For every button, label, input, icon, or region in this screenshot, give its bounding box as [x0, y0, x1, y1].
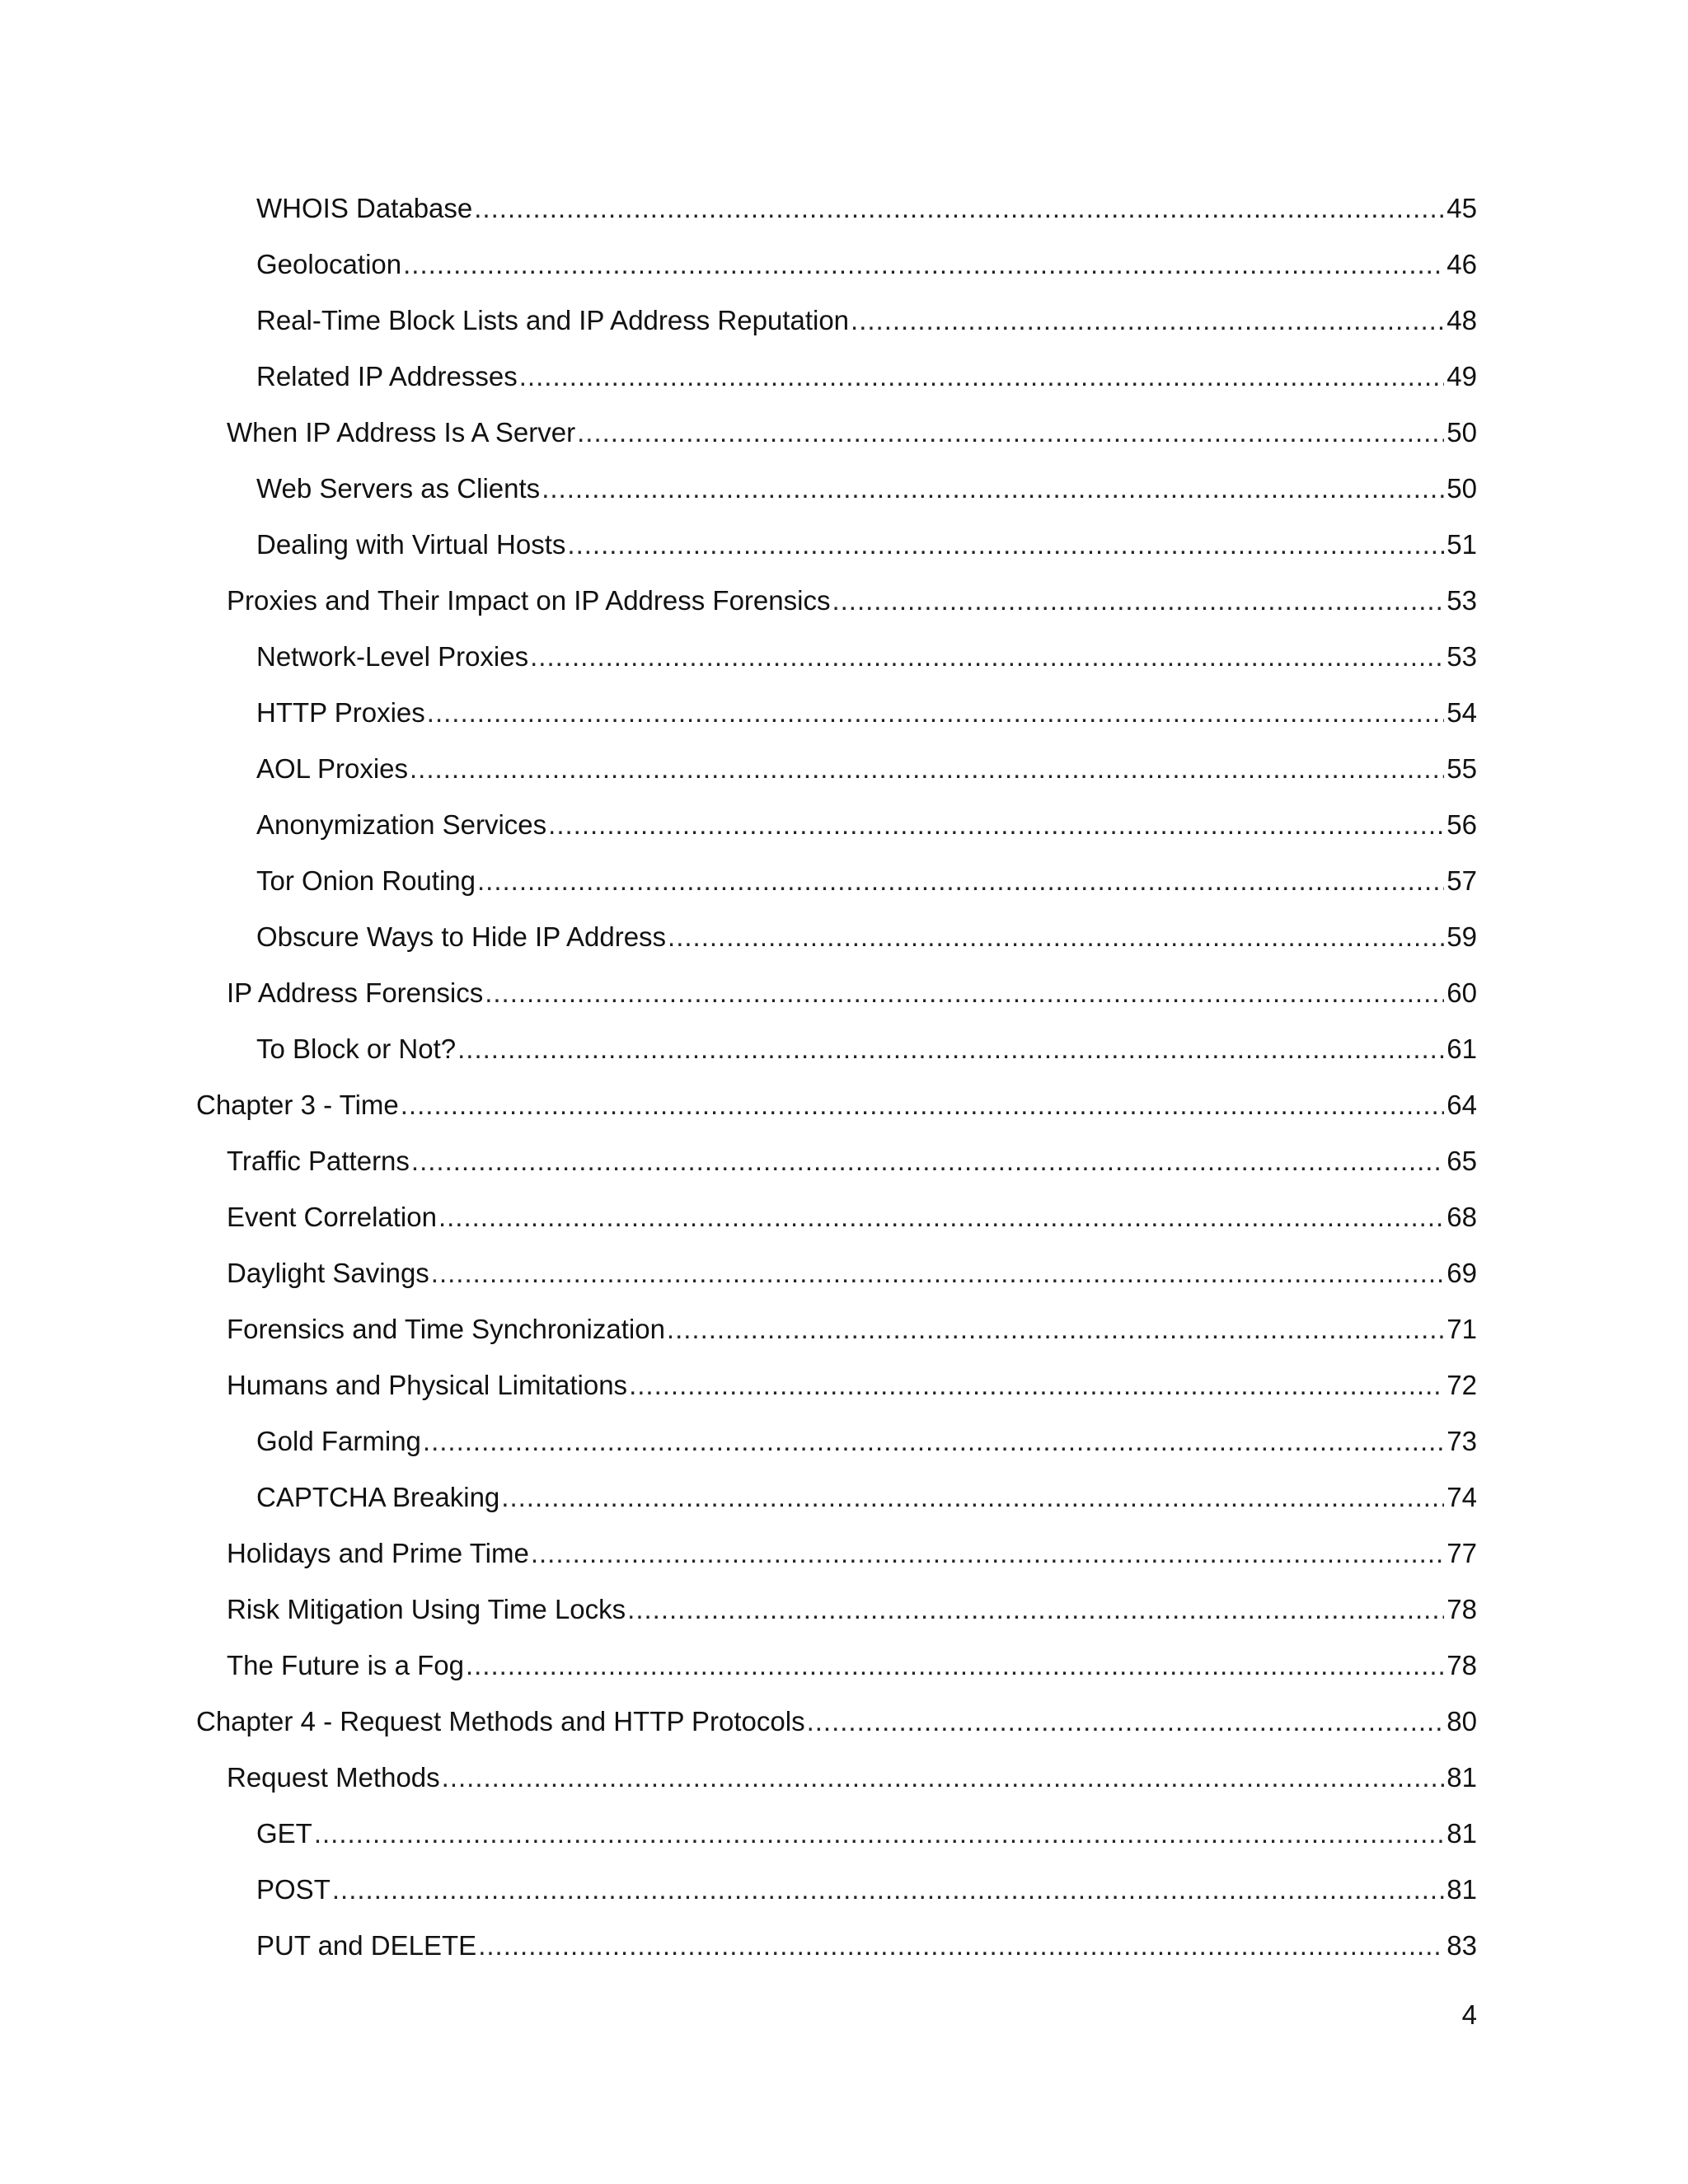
dot-leader: [501, 1483, 1444, 1511]
toc-entry-page: 71: [1447, 1314, 1477, 1344]
page-number: 4: [1461, 1999, 1477, 2030]
toc-entry-title: Geolocation: [256, 249, 402, 279]
toc-entry-page: 53: [1447, 641, 1477, 672]
toc-entry-title: Humans and Physical Limitations: [227, 1370, 628, 1400]
toc-entry[interactable]: [196, 1259, 1477, 1315]
dot-leader: [668, 923, 1444, 950]
toc-entry[interactable]: [196, 1596, 1477, 1652]
toc-entry-page: 60: [1447, 977, 1477, 1008]
toc-entry-title: AOL Proxies: [256, 753, 409, 784]
toc-entry-page: 65: [1447, 1146, 1477, 1176]
toc-entry-page: 55: [1447, 753, 1477, 784]
toc-entry-title: Real-Time Block Lists and IP Address Reputation: [256, 305, 850, 335]
dot-leader: [403, 251, 1444, 278]
toc-entry-title: Event Correlation: [227, 1202, 437, 1232]
dot-leader: [807, 1708, 1445, 1735]
dot-leader: [431, 1259, 1444, 1286]
dot-leader: [667, 1315, 1444, 1343]
toc-entry-page: 61: [1447, 1033, 1477, 1064]
toc-entry[interactable]: [196, 1932, 1477, 1988]
toc-entry-page: 64: [1447, 1090, 1477, 1120]
toc-entry[interactable]: [196, 1315, 1477, 1371]
toc-entry-title: Related IP Addresses: [256, 361, 518, 391]
toc-entry[interactable]: [196, 1203, 1477, 1259]
toc-entry[interactable]: [196, 1764, 1477, 1820]
toc-entry-page: 54: [1447, 697, 1477, 728]
toc-entry[interactable]: [196, 1652, 1477, 1708]
toc-entry[interactable]: [196, 1876, 1477, 1932]
toc-entry-title: The Future is a Fog: [227, 1650, 464, 1680]
toc-entry-title: Daylight Savings: [227, 1258, 429, 1288]
toc-entry-title: PUT and DELETE: [256, 1930, 477, 1961]
dot-leader: [542, 475, 1444, 502]
toc-entry-page: 81: [1447, 1818, 1477, 1849]
toc-entry-page: 49: [1447, 361, 1477, 391]
toc-entry-page: 74: [1447, 1482, 1477, 1512]
toc-entry-title: Anonymization Services: [256, 809, 547, 840]
toc-entry[interactable]: [196, 979, 1477, 1035]
toc-entry-title: WHOIS Database: [256, 193, 473, 223]
dot-leader: [530, 643, 1444, 670]
toc-entry[interactable]: [196, 1427, 1477, 1483]
dot-leader: [629, 1371, 1444, 1399]
toc-entry-page: 78: [1447, 1650, 1477, 1680]
toc-entry-page: 46: [1447, 249, 1477, 279]
dot-leader: [423, 1427, 1444, 1455]
toc-entry-title: When IP Address Is A Server: [227, 417, 576, 448]
toc-entry-page: 51: [1447, 529, 1477, 560]
toc-entry-title: Traffic Patterns: [227, 1146, 410, 1176]
toc-entry-title: Web Servers as Clients: [256, 473, 541, 504]
toc-entry-title: Chapter 3 - Time: [196, 1090, 399, 1120]
toc-entry-page: 80: [1447, 1706, 1477, 1736]
dot-leader: [577, 419, 1444, 446]
dot-leader: [457, 1035, 1444, 1062]
toc-entry-page: 59: [1447, 921, 1477, 952]
toc-entry[interactable]: [196, 1483, 1477, 1540]
toc-entry-title: Tor Onion Routing: [256, 865, 476, 896]
toc-entry-page: 57: [1447, 865, 1477, 896]
toc-entry-page: 69: [1447, 1258, 1477, 1288]
toc-entry-title: Gold Farming: [256, 1426, 421, 1456]
dot-leader: [548, 811, 1444, 838]
dot-leader: [627, 1596, 1444, 1623]
dot-leader: [478, 1932, 1444, 1959]
toc-entry-title: Proxies and Their Impact on IP Address Forensics: [227, 585, 831, 616]
dot-leader: [427, 699, 1445, 726]
toc-entry-title: IP Address Forensics: [227, 977, 484, 1008]
toc-entry-page: 81: [1447, 1762, 1477, 1793]
toc-entry-page: 73: [1447, 1426, 1477, 1456]
toc-entry-title: Request Methods: [227, 1762, 440, 1793]
dot-leader: [567, 531, 1444, 558]
toc-entry[interactable]: [196, 194, 1477, 251]
toc-entry-page: 68: [1447, 1202, 1477, 1232]
toc-entry[interactable]: [196, 363, 1477, 419]
toc-entry[interactable]: [196, 1371, 1477, 1427]
dot-leader: [477, 867, 1444, 894]
toc-entry[interactable]: [196, 1708, 1477, 1764]
dot-leader: [438, 1203, 1444, 1230]
toc-entry-page: 78: [1447, 1594, 1477, 1624]
toc-entry[interactable]: [196, 811, 1477, 867]
table-of-contents: [196, 194, 1477, 1988]
dot-leader: [485, 979, 1444, 1006]
dot-leader: [851, 307, 1444, 334]
toc-entry-title: Risk Mitigation Using Time Locks: [227, 1594, 626, 1624]
toc-entry-page: 50: [1447, 473, 1477, 504]
toc-entry-page: 53: [1447, 585, 1477, 616]
toc-entry-title: GET: [256, 1818, 312, 1849]
toc-entry[interactable]: [196, 1820, 1477, 1876]
toc-entry-title: Network-Level Proxies: [256, 641, 529, 672]
toc-entry-title: To Block or Not?: [256, 1033, 457, 1064]
dot-leader: [832, 587, 1444, 614]
toc-entry[interactable]: [196, 1540, 1477, 1596]
toc-entry-page: 50: [1447, 417, 1477, 448]
toc-entry-page: 56: [1447, 809, 1477, 840]
toc-entry-title: Chapter 4 - Request Methods and HTTP Protocols: [196, 1706, 805, 1736]
toc-entry[interactable]: [196, 251, 1477, 307]
toc-entry-title: POST: [256, 1874, 331, 1905]
toc-entry[interactable]: [196, 531, 1477, 587]
toc-entry-page: 48: [1447, 305, 1477, 335]
toc-entry-page: 72: [1447, 1370, 1477, 1400]
toc-entry[interactable]: [196, 923, 1477, 979]
toc-entry[interactable]: [196, 419, 1477, 475]
toc-entry[interactable]: [196, 643, 1477, 699]
toc-entry[interactable]: [196, 307, 1477, 363]
dot-leader: [474, 194, 1444, 222]
dot-leader: [314, 1820, 1444, 1847]
toc-entry-title: CAPTCHA Breaking: [256, 1482, 500, 1512]
toc-entry[interactable]: [196, 475, 1477, 531]
toc-entry[interactable]: [196, 1091, 1477, 1147]
toc-entry-page: 81: [1447, 1874, 1477, 1905]
dot-leader: [332, 1876, 1444, 1903]
toc-entry[interactable]: [196, 755, 1477, 811]
dot-leader: [531, 1540, 1444, 1567]
toc-entry[interactable]: [196, 587, 1477, 643]
toc-entry-page: 45: [1447, 193, 1477, 223]
toc-entry-title: Holidays and Prime Time: [227, 1538, 529, 1568]
dot-leader: [466, 1652, 1444, 1679]
dot-leader: [519, 363, 1445, 390]
toc-entry[interactable]: [196, 1035, 1477, 1091]
toc-entry-title: Forensics and Time Synchronization: [227, 1314, 665, 1344]
dot-leader: [401, 1091, 1445, 1118]
toc-entry-title: Dealing with Virtual Hosts: [256, 529, 566, 560]
dot-leader: [442, 1764, 1445, 1791]
toc-entry-title: HTTP Proxies: [256, 697, 425, 728]
toc-entry-title: Obscure Ways to Hide IP Address: [256, 921, 667, 952]
toc-entry-page: 77: [1447, 1538, 1477, 1568]
dot-leader: [411, 1147, 1444, 1174]
toc-entry[interactable]: [196, 867, 1477, 923]
dot-leader: [410, 755, 1444, 782]
toc-entry[interactable]: [196, 1147, 1477, 1203]
toc-entry-page: 83: [1447, 1930, 1477, 1961]
toc-entry[interactable]: [196, 699, 1477, 755]
